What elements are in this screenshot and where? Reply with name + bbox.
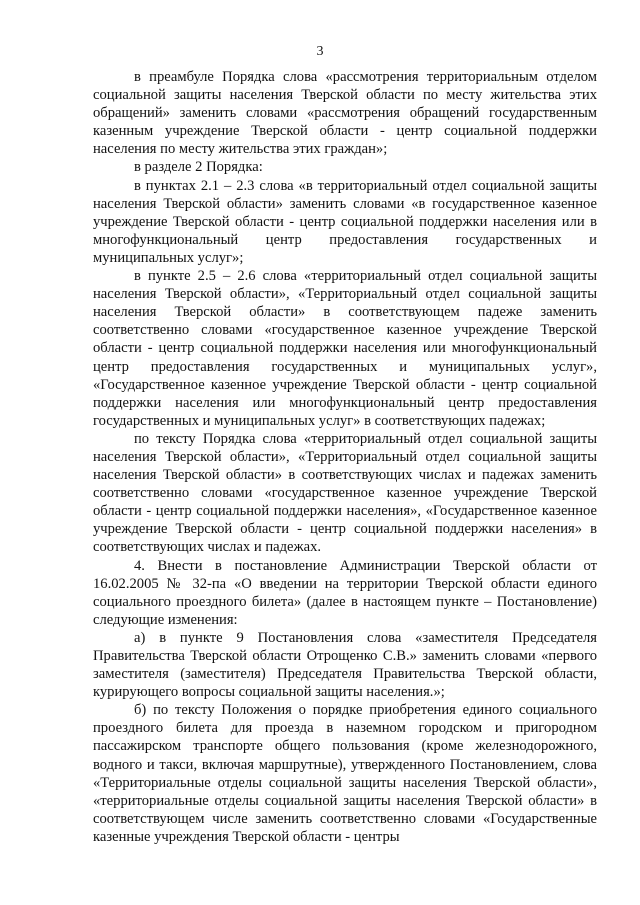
paragraph-item-4: 4. Внести в постановление Администрации Тверской области от 16.02.2005 № 32-па «О введении на территории Тверской области единого социального проездного билета» (далее в настоящем пункте – Постановление) следующие изменения: xyxy=(93,557,597,628)
paragraph-preamble-amendment: в преамбуле Порядка слова «рассмотрения территориальным отделом социальной защиты населения Тверской области по месту жительства этих обращений» заменить словами «рассмотрения обращений государственным казенным учреждение Тверской области - центр социальной поддержки населения по месту жительства этих граждан»; xyxy=(93,69,597,158)
page-number: 3 xyxy=(316,44,324,59)
document-body xyxy=(93,68,597,846)
paragraph-clauses-2-1-2-3: в пунктах 2.1 – 2.3 слова «в территориальный отдел социальной защиты населения Тверской области» заменить словами «в государственное казенное учреждение Тверской области - центр социальной поддержки населения или в многофункциональный центр предоставления государственных и муниципальных услуг»; xyxy=(93,177,597,266)
paragraph-subitem-a: а) в пункте 9 Постановления слова «заместителя Председателя Правительства Тверской области Отрощенко С.В.» заменить словами «первого заместителя (заместителя) Председателя Правительства Тверской области, курирующего вопросы социальной защиты населения.»; xyxy=(93,629,597,701)
paragraph-section-2-heading: в разделе 2 Порядка: xyxy=(134,159,263,176)
paragraph-subitem-b: б) по тексту Положения о порядке приобретения единого социального проездного билета для проезда в наземном городском и пригородном пассажирском транспорте общего пользования (кроме железнодорожного, водного и такси, включая маршрутные), утвержденного Постановлением, слова «Территориальные отделы социальной защиты населения Тверской области», «территориальные отделы социальной защиты населения Тверской области» в соответствующем числе заменить соответственно словами «Государственные казенные учреждения Тверской области - центры xyxy=(93,702,597,845)
paragraph-whole-text-replacement: по тексту Порядка слова «территориальный отдел социальной защиты населения Тверской области», «Территориальный отдел социальной защиты населения Тверской области» в соответствующих числах и падежах заменить соответственно словами «государственное казенное учреждение Тверской области - центр социальной поддержки населения», «Государственное казенное учреждение Тверской области - центр социальной поддержки населения» в соответствующих числах и падежах. xyxy=(93,430,597,556)
paragraph-clauses-2-5-2-6: в пункте 2.5 – 2.6 слова «территориальный отдел социальной защиты населения Тверской области», «Территориальный отдел социальной защиты населения Тверской области» в соответствующем падеже заменить соответственно словами «государственное казенное учреждение Тверской области - центр социальной поддержки населения или многофункциональный центр предоставления государственных и муниципальных услуг», «Государственное казенное учреждение Тверской области - центр социальной поддержки населения или многофункциональный центр предоставления государственных и муниципальных услуг» в соответствующих падежах; xyxy=(93,268,597,429)
